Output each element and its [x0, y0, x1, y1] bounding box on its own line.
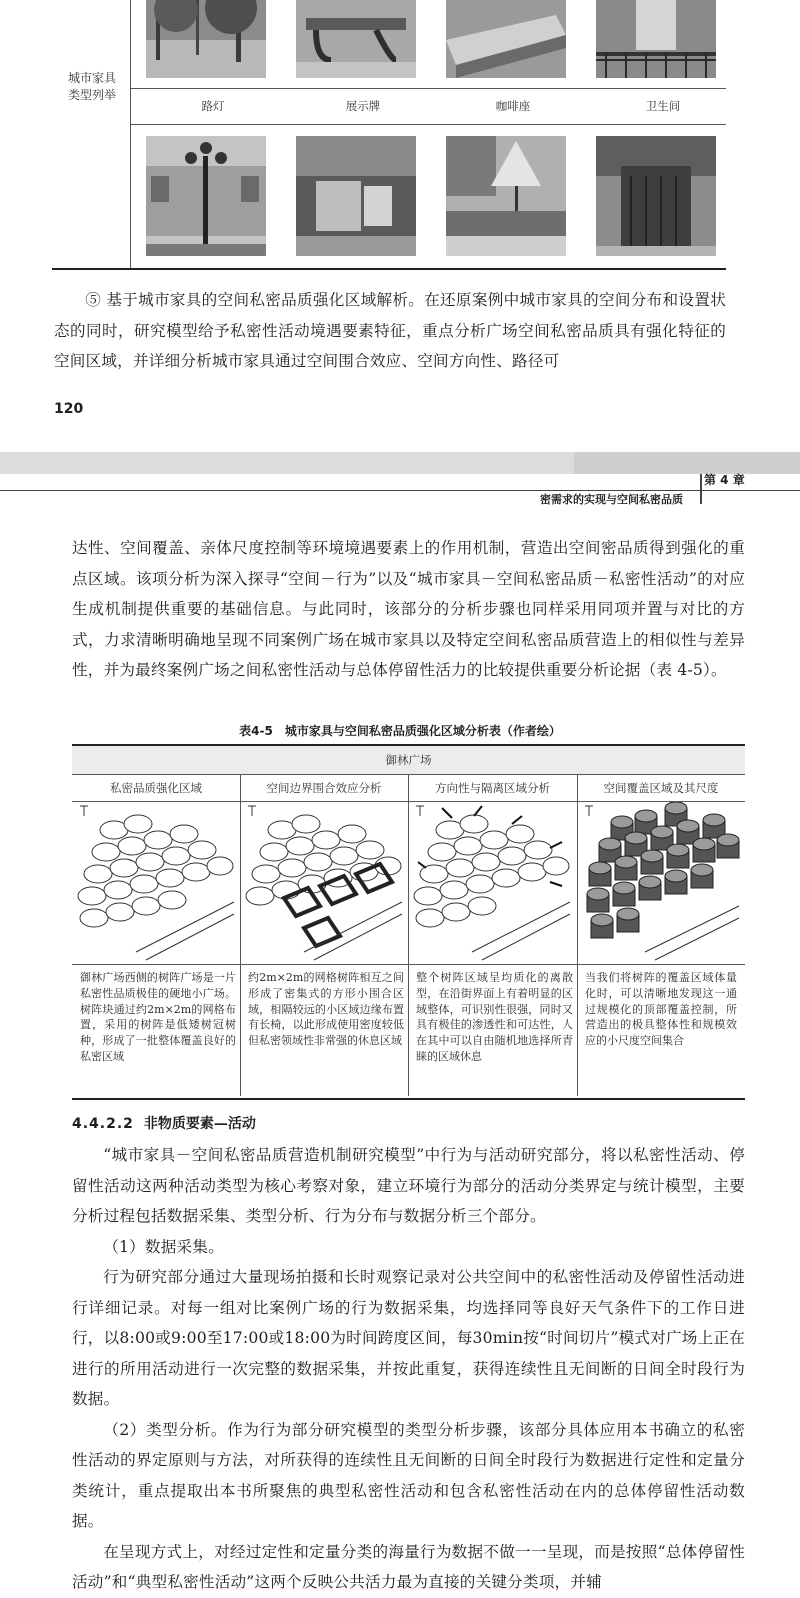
column-divider [408, 775, 409, 1096]
diagram-enclosure [244, 802, 404, 964]
photo-cafe-seating [446, 136, 566, 256]
column-header-privacy-zone: 私密品质强化区域 [72, 775, 240, 802]
column-header-enclosure: 空间边界围合效应分析 [240, 775, 408, 802]
body-text [72, 1140, 745, 1598]
paragraph-item-5: ⑤ 基于城市家具的空间私密品质强化区域解析。在还原案例中城市家具的空间分布和设置状态的同时，研究模型给予私密性活动境遇要素特征，重点分析广场空间私密品质具有强化特征的空间区域，并详细分析城市家具通过空间围合效应、空间方向性、路径可 [54, 291, 726, 370]
caption-cafe-seating: 咖啡座 [495, 99, 531, 113]
description-privacy-zone: 御林广场西侧的树阵广场是一片私密性品质极佳的硬地小广场。树阵块通过约2m×2m的网格布置，采用的树阵是低矮树冠树种，形成了一批整体覆盖良好的私密区域 [80, 971, 236, 1063]
site-name: 御林广场 [385, 753, 432, 767]
table-site-row [72, 746, 745, 775]
section-heading [72, 1113, 256, 1133]
table-rule [72, 964, 745, 965]
caption-display-board: 展示牌 [345, 99, 381, 113]
description-direction: 整个树阵区域呈均质化的离散型，在沿街界面上有着明显的区域整体，可识别性很强，同时又具有极佳的渗透性和可达性，人在其中可以自由随机地选择所青睐的区域休息 [416, 971, 573, 1063]
diagram-direction [412, 802, 573, 964]
column-header-coverage: 空间覆盖区域及其尺度 [577, 775, 745, 802]
description-coverage: 当我们将树阵的覆盖区域体量化时，可以清晰地发现这一通过规模化的顶部覆盖控制，所营造出的极具整体性和规模效应的小尺度空间集合 [585, 971, 737, 1048]
diagram-coverage [581, 802, 741, 964]
paragraph: “城市家具－空间私密品质营造机制研究模型”中行为与活动研究部分，将以私密性活动、停留性活动这两种活动类型为核心考察对象，建立环境行为部分的活动分类界定与统计模型，主要分析过程包括数据采集、类型分析、行为分布与数据分析三个部分。 [72, 1146, 745, 1225]
table-title: 表4-5 城市家具与空间私密品质强化区域分析表（作者绘） [239, 724, 561, 738]
photo-restroom [596, 136, 716, 256]
paragraph: （2）类型分析。作为行为部分研究模型的类型分析步骤，该部分具体应用本书确立的私密性活动的界定原则与方法，对所获得的连续性且无间断的日间全时段行为数据进行定性和定量分类统计，重点提取出本书所聚焦的典型私密性活动和包含私密性活动在内的总体停留性活动数据。 [72, 1420, 745, 1530]
photo-stone-block [446, 0, 566, 78]
caption-restroom: 卫生间 [645, 99, 681, 113]
caption-street-lamp: 路灯 [201, 99, 225, 113]
header-divider [700, 474, 702, 504]
column-divider [577, 775, 578, 1096]
row-label: 城市家具 类型列举 [67, 71, 116, 102]
furniture-type-table [52, 0, 726, 270]
row-label-column [52, 0, 131, 268]
section-number: 4.4.2.2 [72, 1116, 134, 1132]
photo-display-board [296, 136, 416, 256]
photo-park-trees [146, 0, 266, 78]
photo-monument [596, 0, 716, 78]
description-enclosure: 约2m×2m的网格树阵相互之间形成了密集式的方形小围合区域，相隔较远的小区域边缘布置有长椅，以此形成使用密度较低但私密领域性非常强的休息区域 [248, 971, 404, 1048]
paragraph-continuation: 达性、空间覆盖、亲体尺度控制等环境境遇要素上的作用机制，营造出空间密品质得到强化的重点区域。该项分析为深入探寻“空间－行为”以及“城市家具－空间私密品质－私密性活动”的对应生成机制提供重要的基础信息。与此同时，该部分的分析步骤也同样采用同项并置与对比的方式，力求清晰明确地呈现不同案例广场在城市家具以及特定空间私密品质营造上的相似性与差异性，并为最终案例广场之间私密性活动与总体停留性活力的比较提供重要分析论据（表 4-5）。 [72, 539, 745, 679]
table-rule [130, 124, 726, 125]
paragraph: 行为研究部分通过大量现场拍摄和长时观察记录对公共空间中的私密性活动及停留性活动进行详细记录。对每一组对比案例广场的行为数据采集，均选择同等良好天气条件下的工作日进行，以8:00或9:00至17:00或18:00为时间跨度区间，每30min按“时间切片”模式对广场上正在进行的所用活动进行一次完整的数据采集，并按此重复，获得连续性且无间断的日间全时段行为数据。 [72, 1268, 745, 1408]
photo-street-lamp [146, 136, 266, 256]
header-band-accent [574, 452, 800, 474]
table-rule [130, 88, 726, 89]
photo-bench [296, 0, 416, 78]
page-number: 120 [54, 401, 84, 417]
paragraph: 在呈现方式上，对经过定性和定量分类的海量行为数据不做一一呈现，而是按照“总体停留性活动”和“典型私密性活动”这两个反映公共活力最为直接的关键分类项，并辅 [72, 1542, 745, 1591]
diagram-tree-canopy [76, 802, 236, 964]
column-header-direction: 方向性与隔离区域分析 [408, 775, 577, 802]
analysis-table [72, 744, 745, 1100]
chapter-label: 第 4 章 [704, 473, 745, 487]
column-divider [240, 775, 241, 1096]
section-title: 非物质要素—活动 [143, 1116, 256, 1132]
paragraph: （1）数据采集。 [103, 1237, 224, 1256]
running-title: 密需求的实现与空间私密品质 [540, 493, 683, 506]
